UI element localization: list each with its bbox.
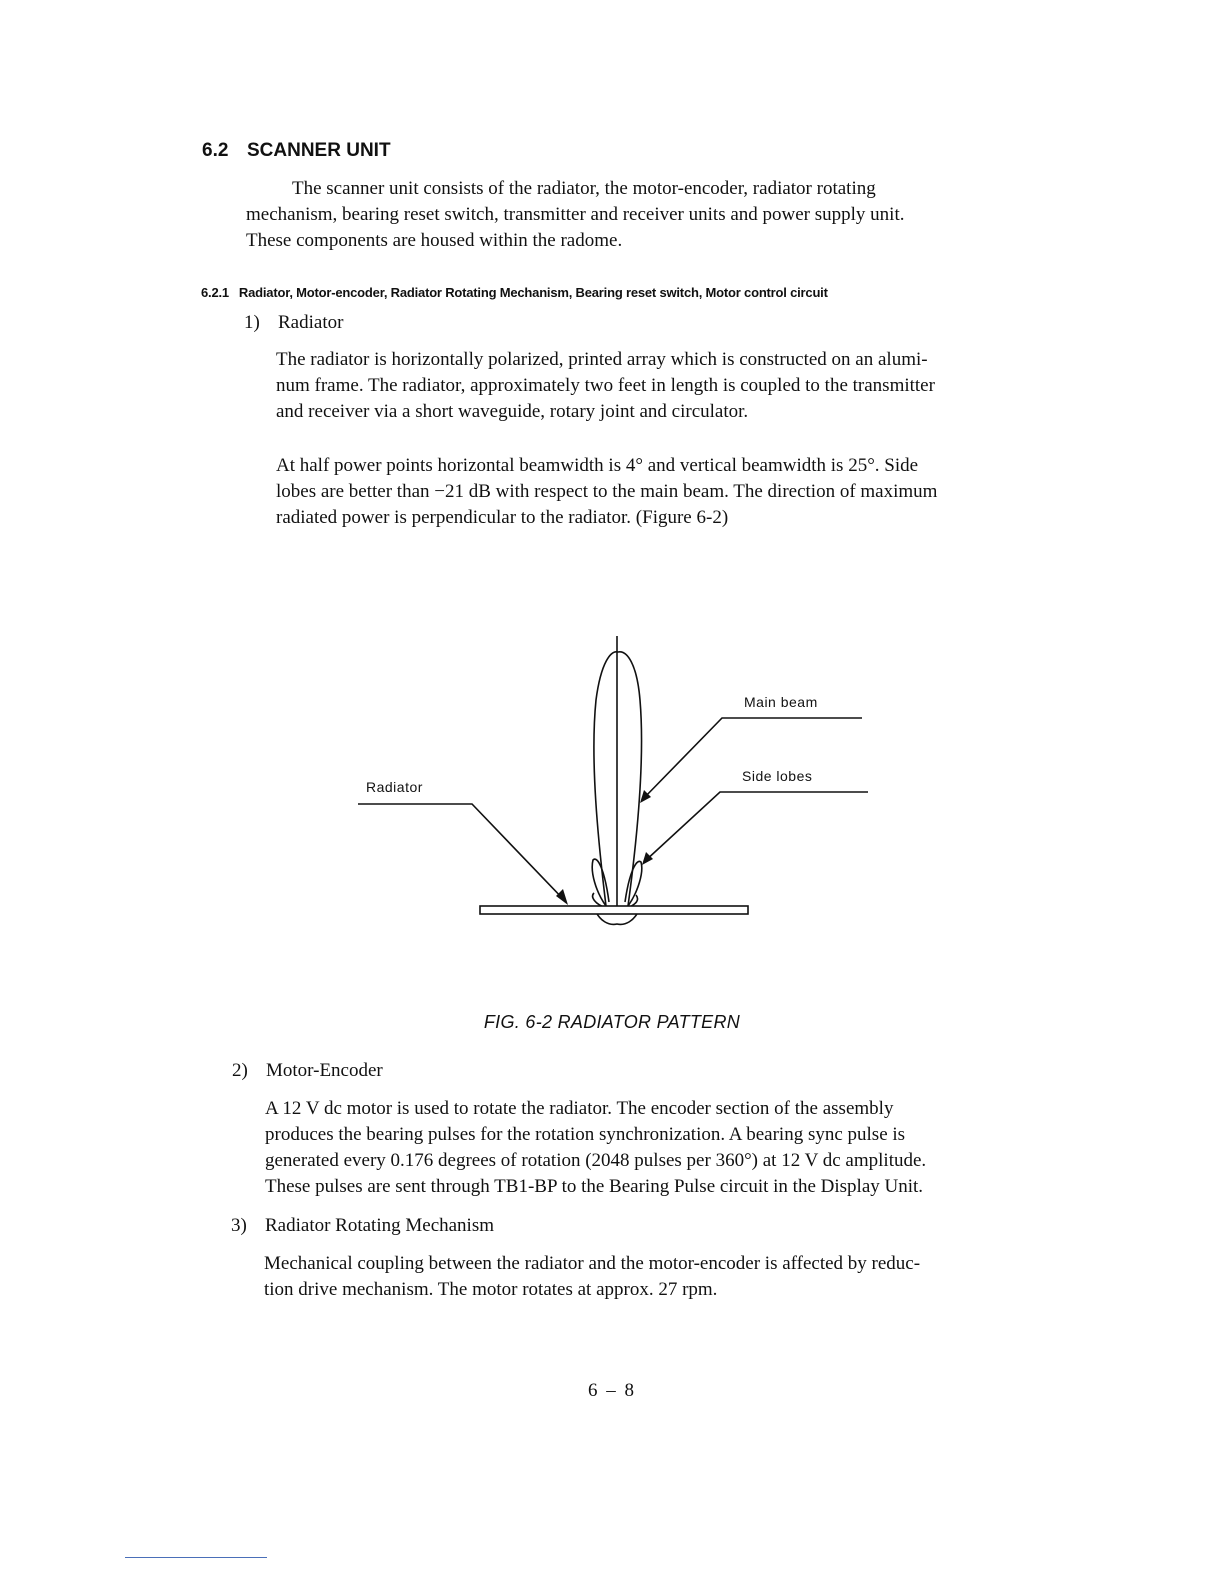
side-lobe-left xyxy=(592,859,609,906)
intro-line: These components are housed within the radome. xyxy=(246,230,623,251)
motor-encoder-paragraph xyxy=(265,1096,1032,1200)
radiator-bar xyxy=(480,906,748,914)
main-beam-leader xyxy=(642,718,862,800)
paragraph-line: The radiator is horizontally polarized, printed array which is constructed on an alumi- xyxy=(276,349,928,370)
paragraph-line: These pulses are sent through TB1-BP to the Bearing Pulse circuit in the Display Unit. xyxy=(265,1176,924,1197)
arrowhead-radiator xyxy=(556,889,568,905)
figure-caption: FIG. 6-2 RADIATOR PATTERN xyxy=(483,1012,741,1032)
label-main-beam: Main beam xyxy=(744,694,818,710)
intro-line: mechanism, bearing reset switch, transmitter and receiver units and power supply unit. xyxy=(246,204,905,225)
footer-rule xyxy=(125,1557,267,1558)
section-number: 6.2 xyxy=(202,140,229,161)
item-title-radiator: Radiator xyxy=(278,312,344,333)
item-number: 2) xyxy=(232,1060,248,1081)
paragraph-line: tion drive mechanism. The motor rotates at approx. 27 rpm. xyxy=(264,1279,718,1300)
paragraph-line: A 12 V dc motor is used to rotate the radiator. The encoder section of the assembly xyxy=(265,1098,894,1119)
paragraph-line: lobes are better than −21 dB with respect to the main beam. The direction of maximum xyxy=(276,481,938,502)
intro-line: The scanner unit consists of the radiator, the motor-encoder, radiator rotating xyxy=(292,178,876,199)
paragraph-line: radiated power is perpendicular to the radiator. (Figure 6-2) xyxy=(276,507,729,528)
item-title-rotating-mechanism: Radiator Rotating Mechanism xyxy=(265,1215,495,1236)
label-radiator: Radiator xyxy=(366,779,423,795)
rotating-mechanism-paragraph xyxy=(264,1251,1032,1303)
subsection-title: Radiator, Motor-encoder, Radiator Rotating Mechanism, Bearing reset switch, Motor control circuit xyxy=(238,285,828,300)
paragraph-line: generated every 0.176 degrees of rotation (2048 pulses per 360°) at 12 V dc amplitude. xyxy=(265,1150,927,1171)
subsection-number: 6.2.1 xyxy=(201,285,229,300)
paragraph-line: and receiver via a short waveguide, rotary joint and circulator. xyxy=(276,401,749,422)
paragraph-line: Mechanical coupling between the radiator and the motor-encoder is affected by reduc- xyxy=(264,1253,921,1274)
label-side-lobes: Side lobes xyxy=(742,768,813,784)
paragraph-line: produces the bearing pulses for the rotation synchronization. A bearing sync pulse is xyxy=(265,1124,906,1145)
arrowhead-side-lobes xyxy=(642,852,653,865)
item-title-motor-encoder: Motor-Encoder xyxy=(266,1060,383,1081)
side-lobe-right xyxy=(625,861,642,906)
section-title: SCANNER UNIT xyxy=(247,140,391,161)
paragraph-line: At half power points horizontal beamwidth is 4° and vertical beamwidth is 25°. Side xyxy=(276,455,919,476)
paragraph-line: num frame. The radiator, approximately two feet in length is coupled to the transmitter xyxy=(276,375,935,396)
page-number: 6 – 8 xyxy=(588,1380,636,1401)
radiator-leader xyxy=(358,804,566,902)
item-number: 3) xyxy=(231,1215,247,1236)
side-lobes-leader xyxy=(644,792,868,862)
item-number: 1) xyxy=(244,312,260,333)
